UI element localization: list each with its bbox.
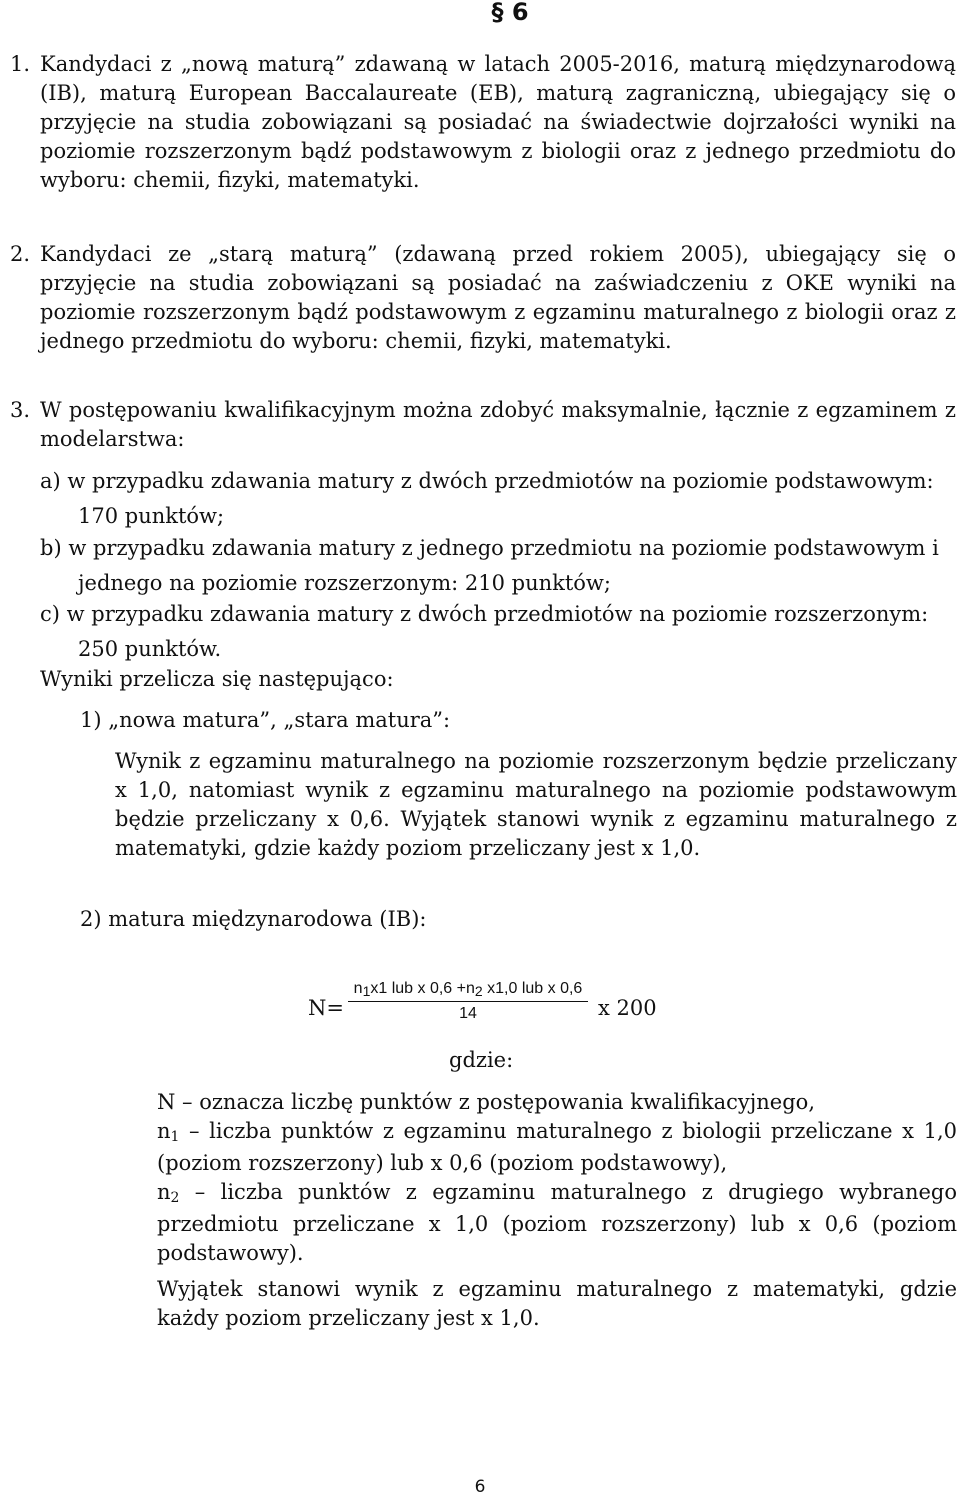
exception-note: Wyjątek stanowi wynik z egzaminu maturalnego z matematyki, gdzie każdy poziom przeliczany jest x 1,0. bbox=[157, 1277, 957, 1330]
sub-item-b bbox=[40, 531, 958, 601]
sub-item-label: c) bbox=[40, 602, 60, 626]
paragraph-text: W postępowaniu kwalifikacyjnym można zdobyć maksymalnie, łącznie z egzaminem z modelarstwa: bbox=[40, 398, 956, 451]
definition-n: N – oznacza liczbę punktów z postępowania kwalifikacyjnego, bbox=[157, 1090, 815, 1114]
case-2-label: 2) matura międzynarodowa (IB): bbox=[80, 907, 427, 931]
definition-n1: $n_1$ – liczba punktów z egzaminu maturalnego z biologii przeliczane x 1,0 (poziom rozszerzony) lub x 0,6 (poziom podstawowy), bbox=[157, 1119, 957, 1175]
formula-definitions bbox=[157, 1088, 957, 1268]
paragraph-number: 1. bbox=[10, 52, 31, 76]
definition-n2: $n_2$ – liczba punktów z egzaminu maturalnego z drugiego wybranego przedmiotu przeliczane x 1,0 (poziom rozszerzony) lub x 0,6 (poziom podstawowy). bbox=[157, 1180, 957, 1265]
section-heading: § 6 bbox=[491, 0, 529, 26]
sub-item-a bbox=[40, 464, 958, 534]
paragraph-text: Kandydaci z „nową maturą” zdawaną w latach 2005-2016, maturą międzynarodową (IB), maturą European Baccalaureate (EB), maturą zagraniczną, ubiegający się o przyjęcie na studia zobowiązani są posiadać na świadectwie dojrzałości wyniki na poziomie rozszerzonym bądź podstawowym z biologii oraz z jednego przedmiotu do wyboru: chemii, fizyki, matematyki. bbox=[40, 52, 956, 192]
formula-numerator: $n_1x1$ lub x $0,6 +n_2$ x1,0 lub x 0,6 bbox=[348, 978, 588, 1002]
results-intro: Wyniki przelicza się następująco: bbox=[40, 667, 394, 691]
formula-fraction bbox=[348, 978, 588, 1024]
paragraph-2 bbox=[10, 240, 956, 356]
sub-item-text: w przypadku zdawania matury z dwóch przedmiotów na poziomie rozszerzonym: 250 punktów. bbox=[66, 602, 929, 661]
formula-denominator: 14 bbox=[459, 1005, 477, 1022]
formula-where-label: gdzie: bbox=[449, 1048, 514, 1072]
paragraph-number: 3. bbox=[10, 398, 31, 422]
case-1-label: 1) „nowa matura”, „stara matura”: bbox=[80, 708, 451, 732]
paragraph-1 bbox=[10, 50, 956, 195]
paragraph-text: Kandydaci ze „starą maturą” (zdawaną przed rokiem 2005), ubiegający się o przyjęcie na studia zobowiązani są posiadać na zaświadczeniu z OKE wyniki na poziomie rozszerzonym bądź podstawowym z egzaminu maturalnego z biologii oraz z jednego przedmiotu do wyboru: chemii, fizyki, matematyki. bbox=[40, 242, 956, 353]
case-1-text: Wynik z egzaminu maturalnego na poziomie rozszerzonym będzie przeliczany x 1,0, natomiast wynik z egzaminu maturalnego na poziomie podstawowym będzie przeliczany x 0,6. Wyjątek stanowi wynik z egzaminu maturalnego z matematyki, gdzie każdy poziom przeliczany jest x 1,0. bbox=[115, 749, 957, 860]
paragraph-number: 2. bbox=[10, 242, 31, 266]
formula-multiplier: x 200 bbox=[598, 996, 657, 1020]
page-number: 6 bbox=[474, 1477, 486, 1497]
sub-item-label: a) bbox=[40, 469, 61, 493]
paragraph-3 bbox=[10, 396, 956, 454]
sub-item-c bbox=[40, 597, 958, 667]
sub-item-text: w przypadku zdawania matury z dwóch przedmiotów na poziomie podstawowym: 170 punktów; bbox=[67, 469, 934, 528]
sub-item-label: b) bbox=[40, 536, 62, 560]
sub-item-text: w przypadku zdawania matury z jednego przedmiotu na poziomie podstawowym i jednego na poziomie rozszerzonym: 210 punktów; bbox=[68, 536, 939, 595]
formula-lhs: N= bbox=[308, 996, 344, 1020]
